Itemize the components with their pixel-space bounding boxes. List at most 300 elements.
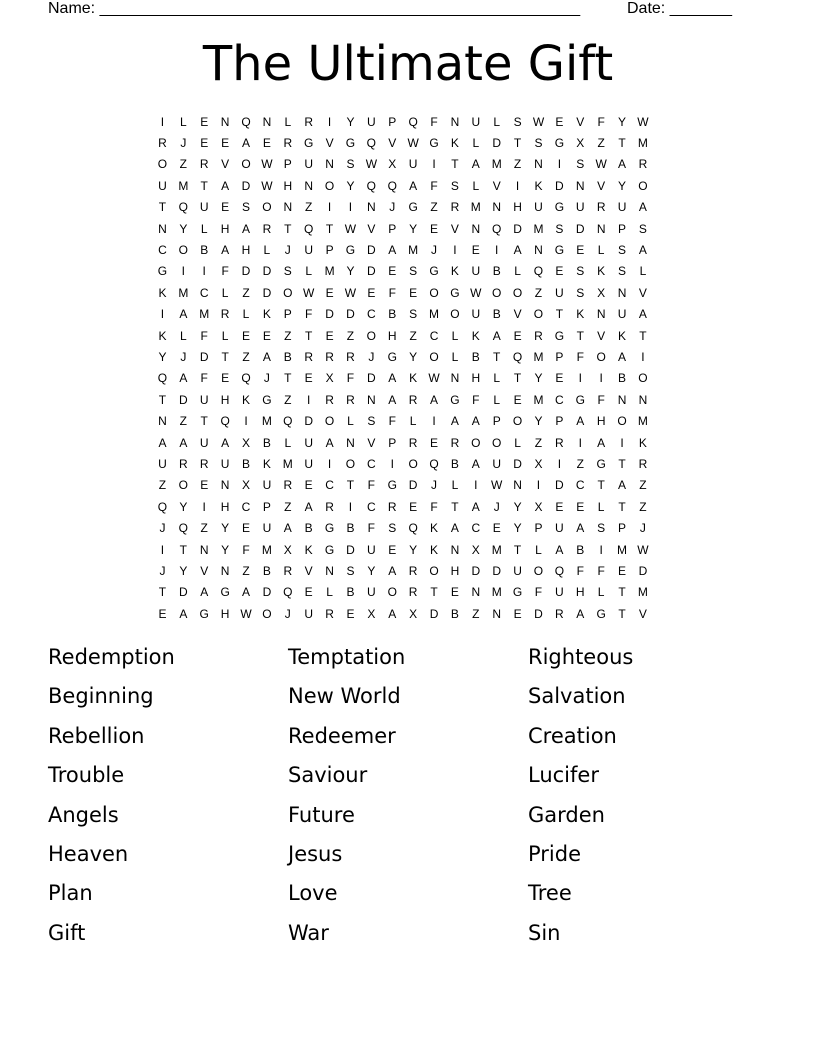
grid-letter[interactable]: G xyxy=(387,478,397,493)
grid-letter[interactable]: I xyxy=(307,392,311,407)
grid-letter[interactable]: E xyxy=(513,392,522,407)
grid-letter[interactable]: M xyxy=(491,585,502,600)
grid-letter[interactable]: D xyxy=(367,264,376,279)
grid-letter[interactable]: Q xyxy=(533,264,544,279)
grid-letter[interactable]: Z xyxy=(200,521,208,536)
grid-letter[interactable]: V xyxy=(221,157,230,172)
grid-letter[interactable]: N xyxy=(450,542,460,557)
grid-letter[interactable]: I xyxy=(181,264,185,279)
grid-letter[interactable]: R xyxy=(304,349,314,364)
grid-letter[interactable]: F xyxy=(430,114,438,129)
grid-letter[interactable]: C xyxy=(367,499,376,514)
grid-letter[interactable]: T xyxy=(493,349,501,364)
grid-letter[interactable]: L xyxy=(347,414,354,429)
grid-letter[interactable]: A xyxy=(618,157,627,172)
grid-letter[interactable]: Q xyxy=(241,371,251,386)
grid-letter[interactable]: S xyxy=(367,414,376,429)
grid-letter[interactable]: E xyxy=(576,499,585,514)
grid-letter[interactable]: P xyxy=(618,521,627,536)
grid-letter[interactable]: M xyxy=(637,414,648,429)
grid-letter[interactable]: K xyxy=(638,435,647,450)
grid-letter[interactable]: O xyxy=(324,414,335,429)
grid-letter[interactable]: M xyxy=(282,456,293,471)
grid-letter[interactable]: Z xyxy=(242,563,250,578)
grid-letter[interactable]: A xyxy=(492,328,501,343)
grid-letter[interactable]: B xyxy=(304,521,313,536)
grid-letter[interactable]: H xyxy=(513,200,522,215)
grid-letter[interactable]: Y xyxy=(513,521,522,536)
grid-letter[interactable]: A xyxy=(430,392,439,407)
grid-letter[interactable]: A xyxy=(221,243,230,258)
grid-letter[interactable]: L xyxy=(200,221,208,236)
grid-letter[interactable]: E xyxy=(200,136,209,151)
grid-letter[interactable]: Y xyxy=(367,563,376,578)
grid-letter[interactable]: O xyxy=(262,606,272,621)
grid-letter[interactable]: G xyxy=(596,606,606,621)
grid-letter[interactable]: N xyxy=(220,478,230,493)
grid-letter[interactable]: A xyxy=(576,606,585,621)
grid-letter[interactable]: V xyxy=(367,435,376,450)
grid-letter[interactable]: E xyxy=(242,521,251,536)
grid-letter[interactable]: E xyxy=(471,243,480,258)
grid-letter[interactable]: O xyxy=(450,307,460,322)
grid-letter[interactable]: Z xyxy=(346,328,355,343)
grid-letter[interactable]: N xyxy=(220,114,230,129)
grid-letter[interactable]: B xyxy=(471,349,480,364)
grid-letter[interactable]: X xyxy=(367,606,376,621)
grid-letter[interactable]: G xyxy=(575,392,585,407)
grid-letter[interactable]: O xyxy=(324,178,335,193)
grid-letter[interactable]: P xyxy=(388,114,397,129)
grid-letter[interactable]: O xyxy=(157,157,168,172)
grid-letter[interactable]: T xyxy=(179,542,187,557)
grid-letter[interactable]: N xyxy=(492,606,502,621)
grid-letter[interactable]: I xyxy=(578,435,582,450)
grid-letter[interactable]: N xyxy=(617,392,627,407)
grid-letter[interactable]: N xyxy=(534,157,543,172)
grid-letter[interactable]: X xyxy=(409,606,418,621)
grid-letter[interactable]: E xyxy=(450,585,459,600)
grid-letter[interactable]: B xyxy=(346,521,355,536)
grid-letter[interactable]: T xyxy=(346,478,355,493)
grid-letter[interactable]: W xyxy=(470,285,482,300)
grid-letter[interactable]: I xyxy=(453,243,457,258)
grid-letter[interactable]: Y xyxy=(346,178,355,193)
grid-letter[interactable]: A xyxy=(638,200,647,215)
grid-letter[interactable]: T xyxy=(325,221,334,236)
grid-letter[interactable]: A xyxy=(555,542,564,557)
grid-letter[interactable]: B xyxy=(492,307,501,322)
grid-letter[interactable]: N xyxy=(199,542,209,557)
grid-letter[interactable]: G xyxy=(450,392,460,407)
grid-letter[interactable]: K xyxy=(430,521,439,536)
grid-letter[interactable]: N xyxy=(283,200,293,215)
grid-letter[interactable]: T xyxy=(618,136,626,151)
grid-letter[interactable]: E xyxy=(513,606,522,621)
grid-letter[interactable]: R xyxy=(638,456,648,471)
grid-letter[interactable]: V xyxy=(597,328,606,343)
grid-letter[interactable]: K xyxy=(262,456,271,471)
grid-letter[interactable]: D xyxy=(575,221,585,236)
grid-letter[interactable]: D xyxy=(555,478,564,493)
grid-letter[interactable]: R xyxy=(534,328,543,343)
grid-letter[interactable]: M xyxy=(261,542,272,557)
grid-letter[interactable]: E xyxy=(200,478,209,493)
grid-letter[interactable]: N xyxy=(471,221,481,236)
grid-letter[interactable]: F xyxy=(430,178,438,193)
grid-letter[interactable]: U xyxy=(304,157,314,172)
grid-letter[interactable]: S xyxy=(597,521,606,536)
grid-letter[interactable]: C xyxy=(471,521,481,536)
grid-letter[interactable]: Z xyxy=(284,499,292,514)
grid-letter[interactable]: F xyxy=(200,328,208,343)
grid-letter[interactable]: E xyxy=(555,499,564,514)
grid-letter[interactable]: Y xyxy=(618,178,627,193)
grid-letter[interactable]: C xyxy=(575,478,585,493)
grid-letter[interactable]: S xyxy=(346,563,355,578)
grid-letter[interactable]: Z xyxy=(242,285,250,300)
grid-letter[interactable]: U xyxy=(471,264,481,279)
grid-letter[interactable]: R xyxy=(179,456,188,471)
grid-letter[interactable]: L xyxy=(179,114,187,129)
grid-letter[interactable]: S xyxy=(555,221,564,236)
grid-letter[interactable]: R xyxy=(638,157,648,172)
grid-letter[interactable]: H xyxy=(450,563,460,578)
grid-letter[interactable]: R xyxy=(325,349,334,364)
grid-letter[interactable]: Z xyxy=(158,478,167,493)
grid-letter[interactable]: P xyxy=(555,349,564,364)
grid-letter[interactable]: H xyxy=(220,606,230,621)
grid-letter[interactable]: Q xyxy=(283,414,293,429)
grid-letter[interactable]: O xyxy=(429,349,439,364)
grid-letter[interactable]: K xyxy=(618,328,627,343)
grid-letter[interactable]: M xyxy=(408,243,419,258)
grid-letter[interactable]: A xyxy=(471,157,480,172)
grid-letter[interactable]: U xyxy=(199,200,209,215)
grid-letter[interactable]: L xyxy=(409,414,417,429)
grid-letter[interactable]: N xyxy=(304,178,314,193)
grid-letter[interactable]: N xyxy=(492,200,502,215)
grid-letter[interactable]: U xyxy=(471,114,481,129)
grid-letter[interactable]: Q xyxy=(220,414,230,429)
grid-letter[interactable]: Y xyxy=(409,542,418,557)
grid-letter[interactable]: T xyxy=(158,585,167,600)
grid-letter[interactable]: T xyxy=(305,328,313,343)
grid-letter[interactable]: V xyxy=(388,136,397,151)
grid-letter[interactable]: Z xyxy=(639,478,647,493)
grid-letter[interactable]: O xyxy=(283,285,293,300)
grid-letter[interactable]: I xyxy=(432,414,436,429)
grid-letter[interactable]: Q xyxy=(366,178,377,193)
grid-letter[interactable]: A xyxy=(576,414,585,429)
grid-letter[interactable]: C xyxy=(241,499,251,514)
grid-letter[interactable]: E xyxy=(555,371,564,386)
grid-letter[interactable]: A xyxy=(158,435,167,450)
grid-letter[interactable]: Y xyxy=(618,114,627,129)
grid-letter[interactable]: A xyxy=(262,349,271,364)
grid-letter[interactable]: G xyxy=(387,349,397,364)
grid-letter[interactable]: N xyxy=(450,371,460,386)
grid-letter[interactable]: V xyxy=(597,178,606,193)
grid-letter[interactable]: Y xyxy=(346,264,355,279)
grid-letter[interactable]: J xyxy=(159,563,166,578)
grid-letter[interactable]: A xyxy=(388,371,397,386)
grid-letter[interactable]: Z xyxy=(597,136,605,151)
grid-letter[interactable]: A xyxy=(200,585,209,600)
grid-letter[interactable]: L xyxy=(305,264,313,279)
grid-letter[interactable]: M xyxy=(261,414,272,429)
grid-letter[interactable]: D xyxy=(262,264,272,279)
grid-letter[interactable]: L xyxy=(493,114,501,129)
grid-letter[interactable]: F xyxy=(305,307,313,322)
grid-letter[interactable]: S xyxy=(576,285,585,300)
grid-letter[interactable]: O xyxy=(429,563,439,578)
grid-letter[interactable]: M xyxy=(199,307,210,322)
grid-letter[interactable]: V xyxy=(576,114,585,129)
grid-letter[interactable]: Z xyxy=(284,328,292,343)
grid-letter[interactable]: D xyxy=(262,585,272,600)
grid-letter[interactable]: G xyxy=(554,136,565,151)
grid-letter[interactable]: C xyxy=(325,478,334,493)
grid-letter[interactable]: I xyxy=(599,542,603,557)
grid-letter[interactable]: I xyxy=(599,371,603,386)
grid-letter[interactable]: G xyxy=(157,264,168,279)
grid-letter[interactable]: Z xyxy=(305,200,313,215)
grid-letter[interactable]: T xyxy=(513,371,522,386)
grid-letter[interactable]: Y xyxy=(513,499,522,514)
grid-letter[interactable]: O xyxy=(617,414,627,429)
grid-letter[interactable]: Q xyxy=(178,521,188,536)
grid-letter[interactable]: X xyxy=(597,285,606,300)
grid-letter[interactable]: X xyxy=(471,542,480,557)
grid-letter[interactable]: B xyxy=(450,606,459,621)
grid-letter[interactable]: W xyxy=(595,157,607,172)
grid-letter[interactable]: D xyxy=(492,136,502,151)
grid-letter[interactable]: P xyxy=(555,414,564,429)
grid-letter[interactable]: I xyxy=(390,456,394,471)
grid-letter[interactable]: S xyxy=(576,264,585,279)
grid-letter[interactable]: D xyxy=(179,392,188,407)
grid-letter[interactable]: A xyxy=(618,478,627,493)
grid-letter[interactable]: Y xyxy=(534,414,543,429)
grid-letter[interactable]: A xyxy=(304,499,313,514)
grid-letter[interactable]: Y xyxy=(179,221,188,236)
grid-letter[interactable]: G xyxy=(324,542,335,557)
grid-letter[interactable]: O xyxy=(638,371,648,386)
grid-letter[interactable]: T xyxy=(618,456,626,471)
grid-letter[interactable]: M xyxy=(178,178,189,193)
grid-letter[interactable]: R xyxy=(283,478,293,493)
grid-letter[interactable]: Y xyxy=(221,542,230,557)
grid-letter[interactable]: L xyxy=(451,478,459,493)
grid-letter[interactable]: U xyxy=(158,456,167,471)
grid-letter[interactable]: B xyxy=(262,563,271,578)
grid-letter[interactable]: T xyxy=(451,499,459,514)
grid-letter[interactable]: N xyxy=(617,285,627,300)
grid-letter[interactable]: J xyxy=(389,200,396,215)
grid-letter[interactable]: O xyxy=(512,414,523,429)
grid-letter[interactable]: V xyxy=(513,307,522,322)
grid-letter[interactable]: R xyxy=(220,307,230,322)
grid-letter[interactable]: N xyxy=(158,221,167,236)
grid-letter[interactable]: M xyxy=(491,157,502,172)
grid-letter[interactable]: K xyxy=(262,307,271,322)
grid-letter[interactable]: Z xyxy=(179,157,187,172)
grid-letter[interactable]: Z xyxy=(242,349,250,364)
grid-letter[interactable]: M xyxy=(533,392,544,407)
grid-letter[interactable]: K xyxy=(534,178,543,193)
grid-letter[interactable]: T xyxy=(513,136,522,151)
grid-letter[interactable]: P xyxy=(325,243,334,258)
grid-letter[interactable]: L xyxy=(263,243,271,258)
grid-letter[interactable]: A xyxy=(325,435,334,450)
grid-letter[interactable]: J xyxy=(284,243,291,258)
grid-letter[interactable]: G xyxy=(324,521,335,536)
grid-letter[interactable]: A xyxy=(450,414,459,429)
grid-letter[interactable]: B xyxy=(450,456,459,471)
grid-letter[interactable]: Q xyxy=(492,221,502,236)
grid-letter[interactable]: F xyxy=(200,371,208,386)
grid-letter[interactable]: G xyxy=(554,328,565,343)
grid-letter[interactable]: Z xyxy=(534,285,543,300)
grid-letter[interactable]: J xyxy=(159,521,166,536)
grid-letter[interactable]: D xyxy=(429,606,439,621)
grid-letter[interactable]: D xyxy=(492,563,502,578)
grid-letter[interactable]: P xyxy=(618,221,627,236)
grid-letter[interactable]: D xyxy=(325,307,334,322)
grid-letter[interactable]: J xyxy=(263,371,270,386)
grid-letter[interactable]: U xyxy=(367,542,376,557)
grid-letter[interactable]: P xyxy=(388,435,397,450)
grid-letter[interactable]: O xyxy=(345,456,356,471)
grid-letter[interactable]: O xyxy=(638,178,648,193)
grid-letter[interactable]: W xyxy=(344,285,357,300)
grid-letter[interactable]: A xyxy=(471,414,480,429)
grid-letter[interactable]: P xyxy=(283,157,292,172)
grid-letter[interactable]: I xyxy=(536,478,541,493)
grid-letter[interactable]: I xyxy=(495,243,499,258)
grid-letter[interactable]: V xyxy=(638,285,647,300)
grid-letter[interactable]: R xyxy=(346,392,355,407)
grid-letter[interactable]: U xyxy=(304,435,314,450)
grid-letter[interactable]: L xyxy=(221,285,229,300)
grid-letter[interactable]: W xyxy=(344,221,357,236)
grid-letter[interactable]: T xyxy=(200,414,208,429)
grid-letter[interactable]: P xyxy=(492,414,501,429)
grid-letter[interactable]: O xyxy=(387,585,397,600)
grid-letter[interactable]: Z xyxy=(430,200,438,215)
grid-letter[interactable]: B xyxy=(200,243,209,258)
grid-letter[interactable]: F xyxy=(597,563,605,578)
grid-letter[interactable]: Y xyxy=(179,563,188,578)
grid-letter[interactable]: Q xyxy=(408,114,418,129)
grid-letter[interactable]: F xyxy=(367,521,376,536)
grid-letter[interactable]: A xyxy=(471,456,480,471)
grid-letter[interactable]: T xyxy=(513,542,522,557)
grid-letter[interactable]: N xyxy=(513,478,522,493)
grid-letter[interactable]: H xyxy=(220,221,230,236)
grid-letter[interactable]: E xyxy=(555,114,564,129)
grid-letter[interactable]: K xyxy=(304,542,313,557)
grid-letter[interactable]: M xyxy=(637,136,648,151)
grid-letter[interactable]: Z xyxy=(179,414,187,429)
grid-letter[interactable]: D xyxy=(241,264,251,279)
grid-letter[interactable]: I xyxy=(641,349,645,364)
grid-letter[interactable]: I xyxy=(515,178,520,193)
grid-letter[interactable]: Q xyxy=(241,114,251,129)
grid-letter[interactable]: H xyxy=(220,392,230,407)
grid-letter[interactable]: W xyxy=(365,157,378,172)
grid-letter[interactable]: A xyxy=(388,606,397,621)
grid-letter[interactable]: I xyxy=(557,157,562,172)
grid-letter[interactable]: G xyxy=(408,200,418,215)
grid-letter[interactable]: M xyxy=(637,585,648,600)
grid-letter[interactable]: U xyxy=(304,606,314,621)
grid-letter[interactable]: I xyxy=(620,435,624,450)
grid-letter[interactable]: V xyxy=(200,563,209,578)
grid-letter[interactable]: I xyxy=(327,456,332,471)
grid-letter[interactable]: G xyxy=(554,243,565,258)
grid-letter[interactable]: G xyxy=(429,264,439,279)
grid-letter[interactable]: R xyxy=(408,392,418,407)
grid-letter[interactable]: P xyxy=(283,307,292,322)
grid-letter[interactable]: D xyxy=(262,285,272,300)
grid-letter[interactable]: D xyxy=(534,606,543,621)
grid-letter[interactable]: U xyxy=(555,285,564,300)
grid-letter[interactable]: Y xyxy=(534,371,543,386)
grid-letter[interactable]: E xyxy=(221,136,230,151)
grid-letter[interactable]: J xyxy=(431,478,438,493)
grid-letter[interactable]: N xyxy=(220,563,230,578)
grid-letter[interactable]: N xyxy=(158,414,167,429)
grid-letter[interactable]: T xyxy=(158,392,167,407)
grid-letter[interactable]: E xyxy=(262,328,271,343)
grid-letter[interactable]: L xyxy=(326,585,333,600)
grid-letter[interactable]: W xyxy=(407,136,419,151)
grid-letter[interactable]: Q xyxy=(157,371,168,386)
grid-letter[interactable]: F xyxy=(472,392,480,407)
grid-letter[interactable]: G xyxy=(199,606,209,621)
grid-letter[interactable]: A xyxy=(638,243,647,258)
grid-letter[interactable]: F xyxy=(242,542,250,557)
grid-letter[interactable]: D xyxy=(367,243,376,258)
grid-letter[interactable]: D xyxy=(513,456,522,471)
grid-letter[interactable]: N xyxy=(325,563,334,578)
grid-letter[interactable]: D xyxy=(367,371,376,386)
grid-letter[interactable]: D xyxy=(199,349,209,364)
grid-letter[interactable]: O xyxy=(596,349,606,364)
grid-letter[interactable]: U xyxy=(367,585,376,600)
grid-letter[interactable]: S xyxy=(242,200,251,215)
grid-letter[interactable]: I xyxy=(578,371,582,386)
grid-letter[interactable]: Z xyxy=(472,606,480,621)
grid-letter[interactable]: E xyxy=(388,542,397,557)
grid-letter[interactable]: O xyxy=(408,456,418,471)
grid-letter[interactable]: G xyxy=(554,200,565,215)
grid-letter[interactable]: O xyxy=(471,435,481,450)
grid-letter[interactable]: Y xyxy=(158,349,167,364)
grid-letter[interactable]: Q xyxy=(157,499,168,514)
grid-letter[interactable]: T xyxy=(597,478,605,493)
grid-letter[interactable]: C xyxy=(199,285,209,300)
grid-letter[interactable]: J xyxy=(180,349,187,364)
grid-letter[interactable]: Q xyxy=(387,178,397,193)
grid-letter[interactable]: Y xyxy=(409,221,418,236)
grid-letter[interactable]: U xyxy=(555,521,564,536)
grid-letter[interactable]: Q xyxy=(429,456,439,471)
grid-letter[interactable]: E xyxy=(242,328,251,343)
grid-letter[interactable]: W xyxy=(637,114,649,129)
